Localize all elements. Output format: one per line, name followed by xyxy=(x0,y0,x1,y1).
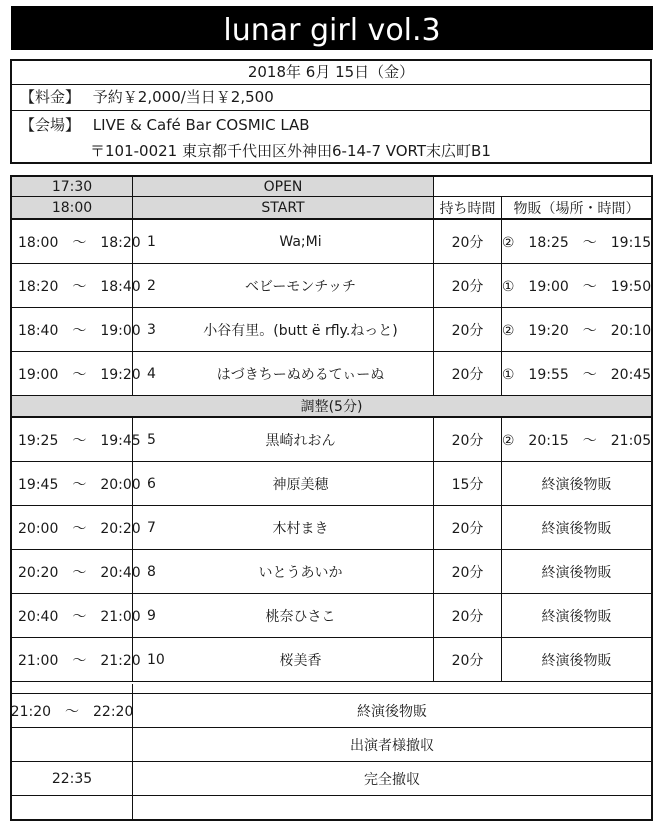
slot-duration: 20分 xyxy=(434,352,502,395)
slot-duration: 15分 xyxy=(434,462,502,505)
break-label: 調整(5分) xyxy=(300,399,363,415)
start-label: START xyxy=(133,197,434,218)
slot-duration: 20分 xyxy=(434,638,502,681)
merch-info: ② 20:15 ～ 21:05 xyxy=(501,432,652,449)
fee-value: 予約￥2,000/当日￥2,500 xyxy=(92,88,274,106)
merch-info: 終演後物販 xyxy=(541,476,612,493)
slot-duration: 20分 xyxy=(434,418,502,461)
open-time: 17:30 xyxy=(12,177,133,196)
performer-name: 小谷有里。(butt ë rfly.ねっと) xyxy=(168,308,434,351)
performer-name: 桜美香 xyxy=(168,638,434,681)
slot-time: 18:40 ～ 19:00 xyxy=(12,308,133,351)
closing-time: 21:20 ～ 22:20 xyxy=(12,694,133,727)
closing-row xyxy=(12,762,651,796)
closing-row xyxy=(12,728,651,762)
slot-time: 19:25 ～ 19:45 xyxy=(12,418,133,461)
venue-name: LIVE & Café Bar COSMIC LAB xyxy=(92,116,310,134)
merch-info: 終演後物販 xyxy=(541,520,612,537)
venue-address: 〒101-0021 東京都千代田区外神田6-14-7 VORT末広町B1 xyxy=(90,142,491,160)
slot-duration: 20分 xyxy=(434,308,502,351)
performer-name: はづきちーぬめるてぃーぬ xyxy=(168,352,434,395)
slot-number: 4 xyxy=(147,365,156,382)
slot-number: 1 xyxy=(147,233,156,250)
duration-header: 持ち時間 xyxy=(434,197,502,218)
performer-row xyxy=(12,506,651,550)
performer-row xyxy=(12,550,651,594)
performer-row xyxy=(12,264,651,308)
slot-number: 3 xyxy=(147,321,156,338)
slot-duration: 20分 xyxy=(434,506,502,549)
merch-info: 終演後物販 xyxy=(541,652,612,669)
slot-number: 6 xyxy=(147,475,156,492)
closing-label: 終演後物販 xyxy=(357,703,427,720)
venue-row xyxy=(20,113,310,137)
slot-number: 7 xyxy=(147,519,156,536)
slot-time: 19:45 ～ 20:00 xyxy=(12,462,133,505)
performer-name: 桃奈ひさこ xyxy=(168,594,434,637)
slot-time: 18:00 ～ 18:20 xyxy=(12,220,133,263)
closing-row xyxy=(12,694,651,728)
slot-number: 5 xyxy=(147,431,156,448)
performer-row xyxy=(12,462,651,506)
fee-label: 【料金】 xyxy=(20,88,81,106)
venue-label: 【会場】 xyxy=(20,116,81,134)
merch-header: 物販（場所・時間） xyxy=(502,197,651,218)
closing-time xyxy=(12,728,133,761)
merch-info: 終演後物販 xyxy=(541,564,612,581)
slot-time: 20:40 ～ 21:00 xyxy=(12,594,133,637)
start-row xyxy=(12,197,651,220)
merch-info: ① 19:00 ～ 19:50 xyxy=(501,278,652,295)
slot-number: 2 xyxy=(147,277,156,294)
slot-duration: 20分 xyxy=(434,550,502,593)
slot-time: 19:00 ～ 19:20 xyxy=(12,352,133,395)
slot-duration: 20分 xyxy=(434,220,502,263)
performer-row xyxy=(12,352,651,396)
performer-name: 木村まき xyxy=(168,506,434,549)
merch-info: ② 19:20 ～ 20:10 xyxy=(501,322,652,339)
merch-info: ① 19:55 ～ 20:45 xyxy=(501,366,652,383)
performer-row xyxy=(12,638,651,682)
slot-time: 18:20 ～ 18:40 xyxy=(12,264,133,307)
slot-number: 10 xyxy=(147,651,165,668)
slot-duration: 20分 xyxy=(434,264,502,307)
merch-info: ② 18:25 ～ 19:15 xyxy=(501,234,652,251)
performer-name: ベビーモンチッチ xyxy=(168,264,434,307)
start-time: 18:00 xyxy=(12,197,133,218)
performer-name: 神原美穂 xyxy=(168,462,434,505)
slot-number: 9 xyxy=(147,607,156,624)
open-label: OPEN xyxy=(133,177,434,196)
empty-row xyxy=(12,796,651,819)
performer-row xyxy=(12,594,651,638)
event-date: 2018年 6月 15日（金） xyxy=(12,61,650,85)
performer-name: Wa;Mi xyxy=(168,220,434,263)
slot-number: 8 xyxy=(147,563,156,580)
performer-name: 黒崎れおん xyxy=(168,418,434,461)
slot-time: 21:00 ～ 21:20 xyxy=(12,638,133,681)
event-title: lunar girl vol.3 xyxy=(11,6,653,50)
timetable xyxy=(10,175,653,821)
closing-label: 完全撤収 xyxy=(364,771,420,788)
open-row xyxy=(12,177,651,197)
break-row xyxy=(12,396,651,418)
closing-time: 22:35 xyxy=(12,762,133,795)
performer-row xyxy=(12,220,651,264)
performer-row xyxy=(12,418,651,462)
merch-info: 終演後物販 xyxy=(541,608,612,625)
slot-time: 20:20 ～ 20:40 xyxy=(12,550,133,593)
slot-duration: 20分 xyxy=(434,594,502,637)
event-info-box xyxy=(10,59,652,164)
fee-row xyxy=(20,85,274,109)
spacer-row xyxy=(12,684,651,694)
closing-label: 出演者様撤収 xyxy=(350,737,434,754)
performer-name: いとうあいか xyxy=(168,550,434,593)
performer-row xyxy=(12,308,651,352)
slot-time: 20:00 ～ 20:20 xyxy=(12,506,133,549)
